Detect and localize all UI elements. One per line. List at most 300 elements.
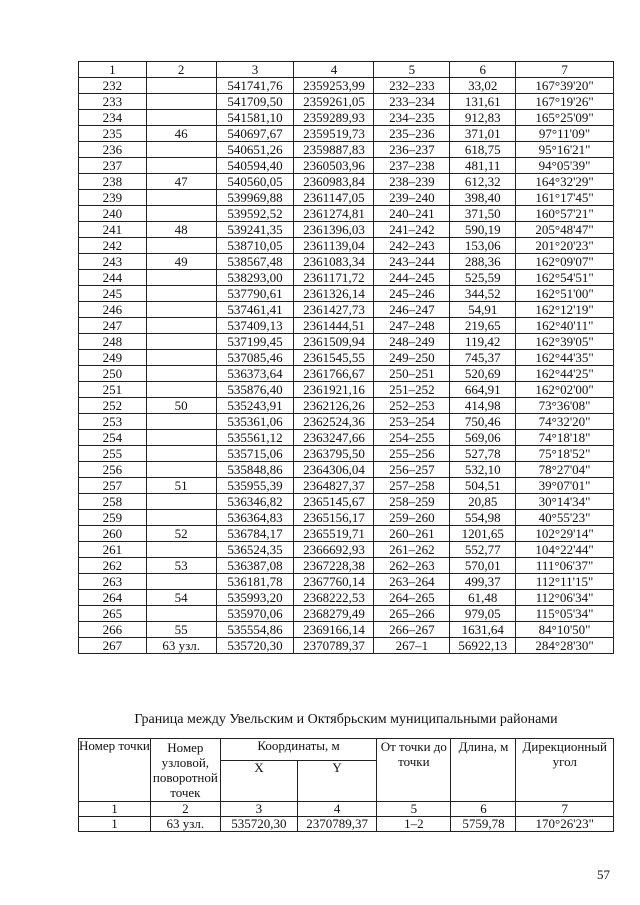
table-row [79,494,614,510]
cell-x-coord: 535554,86 [216,622,294,638]
cell-segment: 232–233 [374,78,450,94]
cell-length: 344,52 [450,286,516,302]
cell-segment: 260–261 [374,526,450,542]
header-length: Длина, м [451,739,516,802]
cell-angle: 162°40'11" [516,318,614,334]
cell-angle: 164°32'29" [516,174,614,190]
cell-x-coord: 541581,10 [216,110,294,126]
cell-angle: 161°17'45" [516,190,614,206]
cell-x-coord: 536346,82 [216,494,294,510]
cell-angle: 40°55'23" [516,510,614,526]
cell-length: 54,91 [450,302,516,318]
cell-y-coord: 2364827,37 [294,478,374,494]
cell-point-no: 1 [79,802,151,817]
cell-point-no: 236 [79,142,147,158]
cell-length: 371,50 [450,206,516,222]
cell-segment: 251–252 [374,382,450,398]
cell-angle: 205°48'47" [516,222,614,238]
cell-y-coord: 2361444,51 [294,318,374,334]
cell-point-no: 250 [79,366,147,382]
cell-x-coord: 538293,00 [216,270,294,286]
cell-point-no: 262 [79,558,147,574]
cell-x-coord: 540697,67 [216,126,294,142]
cell-node-no: 2 [146,62,216,78]
cell-point-no: 264 [79,590,147,606]
cell-y-coord: 2361274,81 [294,206,374,222]
cell-length: 520,69 [450,366,516,382]
cell-angle: 102°29'14" [516,526,614,542]
cell-segment: 239–240 [374,190,450,206]
cell-length: 590,19 [450,222,516,238]
cell-x-coord: 538710,05 [216,238,294,254]
cell-node-no [146,142,216,158]
cell-length: 552,77 [450,542,516,558]
cell-x-coord: 535720,30 [216,638,294,654]
cell-y-coord: 2361171,72 [294,270,374,286]
table-row [79,190,614,206]
cell-length: 288,36 [450,254,516,270]
cell-y-coord: 2362126,26 [294,398,374,414]
cell-node-no: 50 [146,398,216,414]
cell-angle: 111°06'37" [516,558,614,574]
cell-angle: 84°10'50" [516,622,614,638]
cell-point-no: 237 [79,158,147,174]
cell-length: 979,05 [450,606,516,622]
page-number: 57 [597,867,610,882]
cell-length: 504,51 [450,478,516,494]
cell-node-no [146,542,216,558]
cell-length: 6 [450,62,516,78]
cell-x-coord: 541709,50 [216,94,294,110]
column-numbers-row [79,62,614,78]
cell-x-coord: 535970,06 [216,606,294,622]
cell-node-no [146,206,216,222]
cell-segment: 241–242 [374,222,450,238]
cell-segment: 246–247 [374,302,450,318]
cell-point-no: 1 [79,62,147,78]
cell-node-no [146,366,216,382]
cell-segment: 233–234 [374,94,450,110]
cell-x-coord: 535848,86 [216,462,294,478]
cell-length: 6 [451,802,516,817]
table-row [79,142,614,158]
cell-x-coord: 537409,13 [216,318,294,334]
cell-segment: 236–237 [374,142,450,158]
cell-point-no: 267 [79,638,147,654]
cell-y-coord: 2363247,66 [294,430,374,446]
cell-length: 481,11 [450,158,516,174]
header-point-no: Номер точки [79,739,151,802]
cell-x-coord: 539969,88 [216,190,294,206]
cell-point-no: 263 [79,574,147,590]
table-row [79,270,614,286]
table-row [79,334,614,350]
cell-point-no: 239 [79,190,147,206]
cell-angle: 7 [516,802,614,817]
cell-y-coord: 2367760,14 [294,574,374,590]
cell-length: 33,02 [450,78,516,94]
header-angle: Дирекционный угол [516,739,614,802]
cell-angle: 39°07'01" [516,478,614,494]
cell-node-no [146,430,216,446]
cell-length: 912,83 [450,110,516,126]
cell-length: 414,98 [450,398,516,414]
column-numbers-row [79,802,614,817]
cell-segment: 266–267 [374,622,450,638]
table-row [79,254,614,270]
cell-node-no: 49 [146,254,216,270]
cell-segment: 252–253 [374,398,450,414]
cell-point-no: 243 [79,254,147,270]
cell-node-no [146,446,216,462]
cell-point-no: 255 [79,446,147,462]
cell-segment: 247–248 [374,318,450,334]
cell-point-no: 244 [79,270,147,286]
cell-length: 527,78 [450,446,516,462]
cell-node-no [146,318,216,334]
cell-angle: 165°25'09" [516,110,614,126]
cell-y-coord: 2367228,38 [294,558,374,574]
cell-angle: 160°57'21" [516,206,614,222]
cell-node-no [146,78,216,94]
cell-point-no: 238 [79,174,147,190]
table-row [79,430,614,446]
cell-angle: 162°12'19" [516,302,614,318]
cell-x-coord: 537199,45 [216,334,294,350]
boundary-points-table [78,61,614,654]
cell-segment: 263–264 [374,574,450,590]
cell-point-no: 253 [79,414,147,430]
cell-node-no [146,190,216,206]
table-row [79,414,614,430]
boundary-points-table-2 [78,738,614,832]
cell-node-no: 55 [146,622,216,638]
table-row [79,174,614,190]
cell-angle: 162°51'00" [516,286,614,302]
cell-segment: 237–238 [374,158,450,174]
cell-length: 532,10 [450,462,516,478]
table-row [79,622,614,638]
cell-segment: 258–259 [374,494,450,510]
cell-y-coord: 2368222,53 [294,590,374,606]
cell-x-coord: 540594,40 [216,158,294,174]
cell-y-coord: 2365519,71 [294,526,374,542]
cell-angle: 74°32'20" [516,414,614,430]
cell-angle: 74°18'18" [516,430,614,446]
cell-length: 61,48 [450,590,516,606]
cell-angle: 167°19'26" [516,94,614,110]
cell-x-coord: 537461,41 [216,302,294,318]
cell-point-no: 248 [79,334,147,350]
cell-y-coord: 2361509,94 [294,334,374,350]
cell-y-coord: 2359261,05 [294,94,374,110]
cell-angle: 162°39'05" [516,334,614,350]
cell-segment: 248–249 [374,334,450,350]
cell-y-coord: 2364306,04 [294,462,374,478]
cell-y-coord: 2359519,73 [294,126,374,142]
cell-length: 119,42 [450,334,516,350]
cell-node-no [146,494,216,510]
cell-node-no [146,606,216,622]
cell-x-coord: 536364,83 [216,510,294,526]
cell-x-coord: 535715,06 [216,446,294,462]
cell-angle: 170°26'23" [516,817,614,832]
table-row [79,206,614,222]
cell-point-no: 261 [79,542,147,558]
cell-y-coord: 2362524,36 [294,414,374,430]
cell-x-coord: 539592,52 [216,206,294,222]
table-row [79,398,614,414]
cell-x-coord: 537790,61 [216,286,294,302]
cell-point-no: 252 [79,398,147,414]
cell-x-coord: 540560,05 [216,174,294,190]
cell-x-coord: 536373,64 [216,366,294,382]
cell-x-coord: 536181,78 [216,574,294,590]
cell-node-no: 63 узл. [150,817,220,832]
cell-segment: 255–256 [374,446,450,462]
cell-point-no: 258 [79,494,147,510]
cell-length: 618,75 [450,142,516,158]
cell-length: 664,91 [450,382,516,398]
cell-segment: 1–2 [377,817,451,832]
cell-segment: 244–245 [374,270,450,286]
cell-point-no: 247 [79,318,147,334]
table-row [79,286,614,302]
cell-length: 153,06 [450,238,516,254]
cell-point-no: 240 [79,206,147,222]
table-row [79,222,614,238]
cell-x-coord: 3 [220,802,297,817]
cell-segment: 245–246 [374,286,450,302]
cell-angle: 112°06'34" [516,590,614,606]
table-row [79,350,614,366]
cell-angle: 162°44'25" [516,366,614,382]
table-row [79,510,614,526]
cell-node-no: 2 [150,802,220,817]
cell-angle: 167°39'20" [516,78,614,94]
cell-angle: 7 [516,62,614,78]
cell-x-coord: 536387,08 [216,558,294,574]
table-row [79,302,614,318]
cell-angle: 94°05'39" [516,158,614,174]
table-row [79,526,614,542]
table-row [79,817,614,832]
cell-length: 750,46 [450,414,516,430]
cell-point-no: 259 [79,510,147,526]
cell-node-no [146,414,216,430]
cell-segment: 267–1 [374,638,450,654]
cell-angle: 78°27'04" [516,462,614,478]
cell-length: 398,40 [450,190,516,206]
cell-angle: 162°09'07" [516,254,614,270]
cell-segment: 243–244 [374,254,450,270]
table-row [79,158,614,174]
cell-point-no: 265 [79,606,147,622]
cell-length: 1201,65 [450,526,516,542]
cell-angle: 73°36'08" [516,398,614,414]
cell-node-no: 51 [146,478,216,494]
cell-segment: 253–254 [374,414,450,430]
cell-length: 1631,64 [450,622,516,638]
cell-length: 20,85 [450,494,516,510]
cell-y-coord: 2361083,34 [294,254,374,270]
cell-node-no: 63 узл. [146,638,216,654]
cell-node-no [146,94,216,110]
cell-y-coord: 2361396,03 [294,222,374,238]
table-row [79,238,614,254]
table-row [79,558,614,574]
cell-length: 569,06 [450,430,516,446]
cell-angle: 97°11'09" [516,126,614,142]
cell-x-coord: 537085,46 [216,350,294,366]
cell-point-no: 256 [79,462,147,478]
cell-y-coord: 2361139,04 [294,238,374,254]
cell-x-coord: 535243,91 [216,398,294,414]
cell-segment: 242–243 [374,238,450,254]
cell-segment: 262–263 [374,558,450,574]
cell-x-coord: 535955,39 [216,478,294,494]
cell-y-coord: 2369166,14 [294,622,374,638]
cell-segment: 259–260 [374,510,450,526]
cell-y-coord: 2366692,93 [294,542,374,558]
cell-segment: 250–251 [374,366,450,382]
cell-point-no: 241 [79,222,147,238]
cell-x-coord: 540651,26 [216,142,294,158]
cell-y-coord: 2359887,83 [294,142,374,158]
cell-length: 745,37 [450,350,516,366]
cell-angle: 112°11'15" [516,574,614,590]
cell-node-no [146,350,216,366]
cell-angle: 104°22'44" [516,542,614,558]
cell-length: 219,65 [450,318,516,334]
cell-y-coord: 2361921,16 [294,382,374,398]
cell-segment: 264–265 [374,590,450,606]
cell-point-no: 251 [79,382,147,398]
cell-node-no: 48 [146,222,216,238]
cell-node-no [146,462,216,478]
cell-segment: 257–258 [374,478,450,494]
cell-y-coord: 2361147,05 [294,190,374,206]
cell-angle: 30°14'34" [516,494,614,510]
cell-segment: 249–250 [374,350,450,366]
cell-x-coord: 3 [216,62,294,78]
cell-angle: 162°44'35" [516,350,614,366]
cell-y-coord: 4 [297,802,376,817]
cell-point-no: 1 [79,817,151,832]
cell-y-coord: 2370789,37 [297,817,376,832]
cell-length: 5759,78 [451,817,516,832]
cell-y-coord: 2370789,37 [294,638,374,654]
cell-angle: 115°05'34" [516,606,614,622]
cell-x-coord: 539241,35 [216,222,294,238]
header-x: X [220,761,297,802]
cell-node-no: 54 [146,590,216,606]
cell-node-no [146,270,216,286]
cell-node-no [146,158,216,174]
cell-x-coord: 535876,40 [216,382,294,398]
cell-node-no [146,110,216,126]
cell-x-coord: 536784,17 [216,526,294,542]
cell-y-coord: 4 [294,62,374,78]
cell-node-no [146,302,216,318]
cell-point-no: 260 [79,526,147,542]
cell-length: 56922,13 [450,638,516,654]
table-row [79,382,614,398]
cell-segment: 238–239 [374,174,450,190]
header-node-no: Номер узловой, поворотной точек [150,739,220,802]
cell-node-no: 47 [146,174,216,190]
cell-length: 554,98 [450,510,516,526]
header-from-to: От точки до точки [377,739,451,802]
cell-point-no: 246 [79,302,147,318]
cell-length: 525,59 [450,270,516,286]
cell-node-no [146,334,216,350]
table-row [79,462,614,478]
table-row [79,78,614,94]
cell-segment: 254–255 [374,430,450,446]
cell-angle: 75°18'52" [516,446,614,462]
cell-segment: 261–262 [374,542,450,558]
cell-y-coord: 2360983,84 [294,174,374,190]
cell-angle: 162°02'00" [516,382,614,398]
cell-angle: 162°54'51" [516,270,614,286]
cell-y-coord: 2365145,67 [294,494,374,510]
cell-angle: 201°20'23" [516,238,614,254]
cell-node-no [146,510,216,526]
cell-x-coord: 541741,76 [216,78,294,94]
cell-segment: 265–266 [374,606,450,622]
cell-node-no [146,574,216,590]
cell-node-no: 53 [146,558,216,574]
table-row [79,638,614,654]
cell-segment: 235–236 [374,126,450,142]
table-row [79,590,614,606]
header-y: Y [297,761,376,802]
cell-point-no: 242 [79,238,147,254]
cell-y-coord: 2359253,99 [294,78,374,94]
cell-point-no: 232 [79,78,147,94]
table-row [79,318,614,334]
cell-point-no: 245 [79,286,147,302]
cell-angle: 95°16'21" [516,142,614,158]
cell-node-no [146,382,216,398]
cell-point-no: 254 [79,430,147,446]
cell-segment: 5 [377,802,451,817]
table-row [79,542,614,558]
cell-x-coord: 535361,06 [216,414,294,430]
cell-node-no: 46 [146,126,216,142]
cell-x-coord: 535561,12 [216,430,294,446]
cell-length: 371,01 [450,126,516,142]
cell-x-coord: 535720,30 [220,817,297,832]
table-row [79,94,614,110]
cell-length: 131,61 [450,94,516,110]
cell-y-coord: 2361545,55 [294,350,374,366]
cell-y-coord: 2361766,67 [294,366,374,382]
cell-length: 570,01 [450,558,516,574]
cell-y-coord: 2361326,14 [294,286,374,302]
cell-segment: 256–257 [374,462,450,478]
cell-y-coord: 2359289,93 [294,110,374,126]
cell-node-no: 52 [146,526,216,542]
cell-segment: 240–241 [374,206,450,222]
cell-length: 612,32 [450,174,516,190]
cell-point-no: 233 [79,94,147,110]
cell-y-coord: 2363795,50 [294,446,374,462]
cell-length: 499,37 [450,574,516,590]
cell-y-coord: 2361427,73 [294,302,374,318]
table-row [79,446,614,462]
